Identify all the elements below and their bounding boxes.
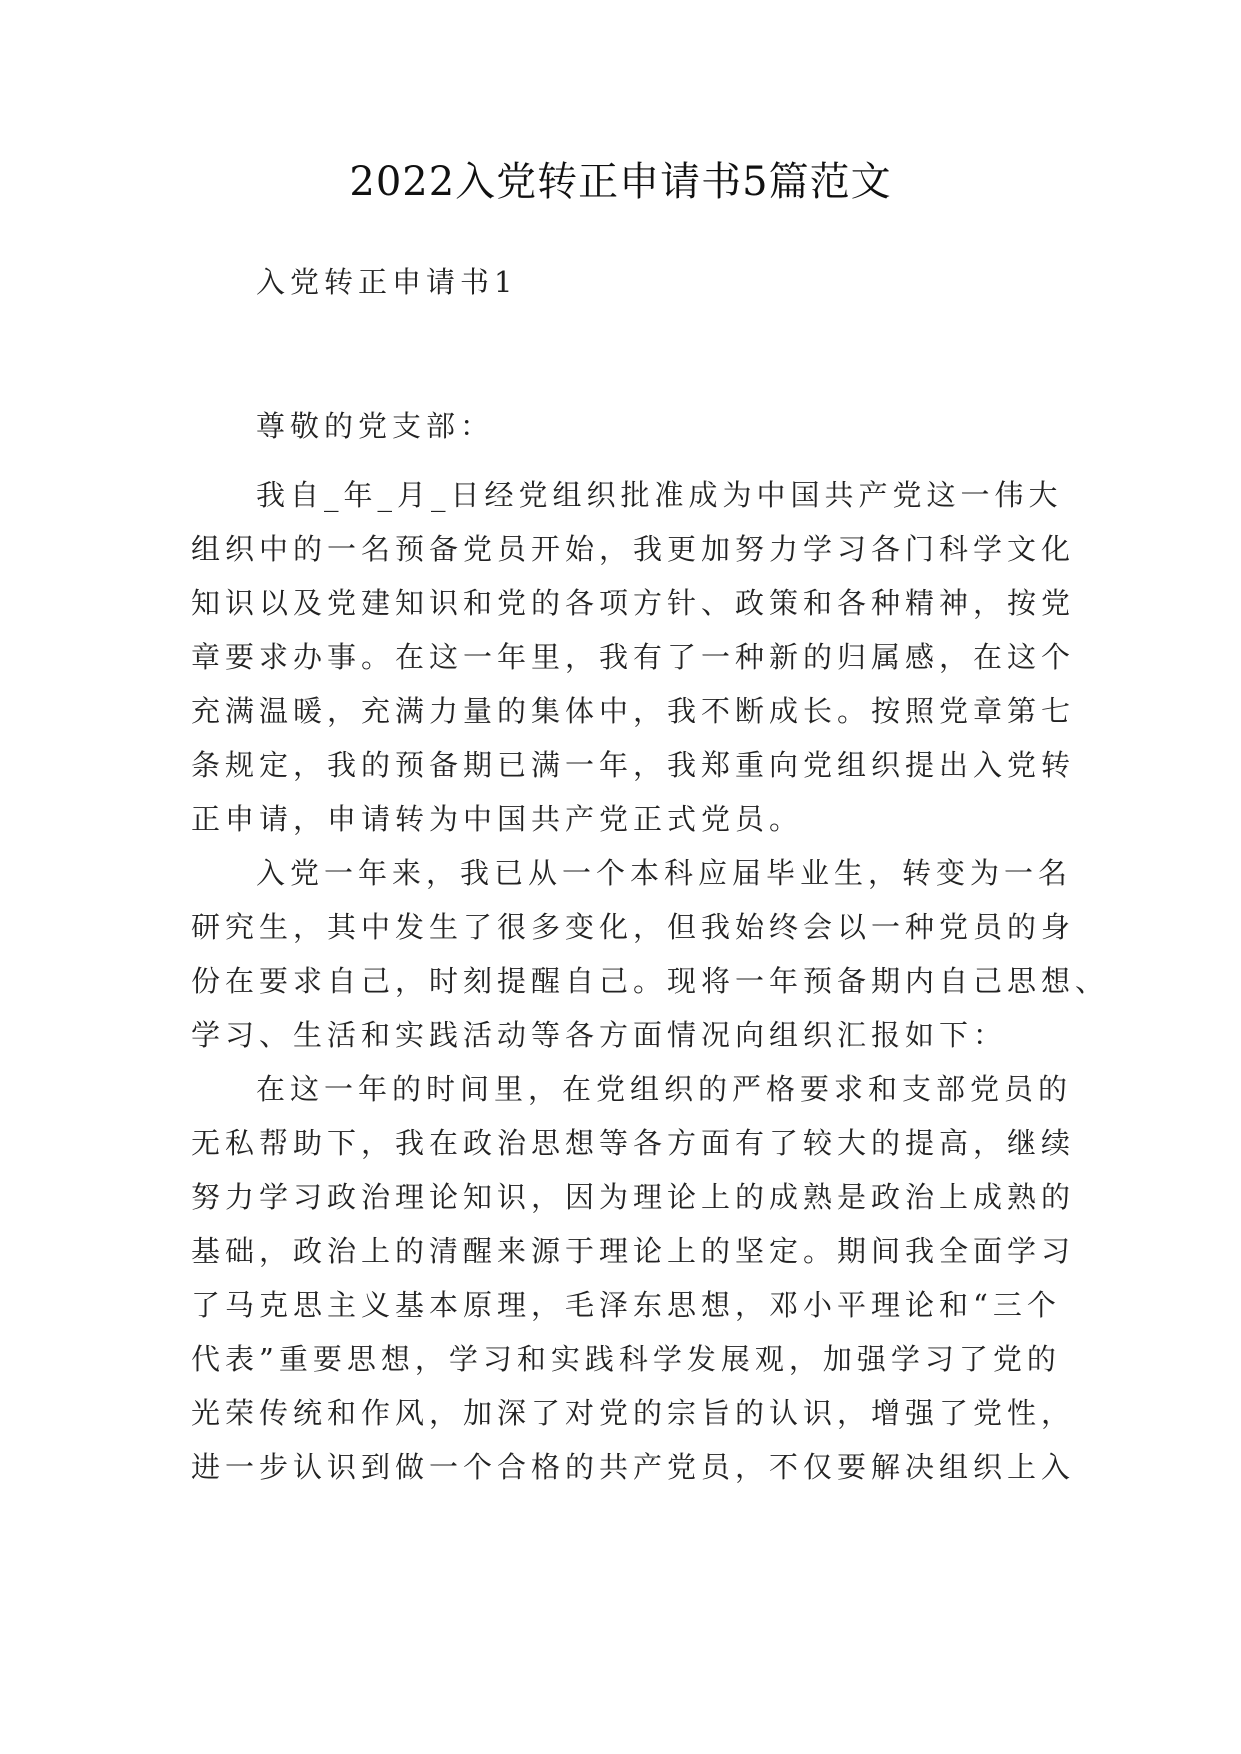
body-line: 光荣传统和作风，加深了对党的宗旨的认识，增强了党性， [191, 1396, 1076, 1430]
body-line: 在这一年的时间里，在党组织的严格要求和支部党员的 [256, 1072, 1073, 1106]
body-line: 研究生，其中发生了很多变化，但我始终会以一种党员的身 [191, 910, 1076, 944]
salutation: 尊敬的党支部： [256, 409, 495, 443]
body-line: 努力学习政治理论知识，因为理论上的成熟是政治上成熟的 [191, 1180, 1076, 1214]
body-line: 我自_年_月_日经党组织批准成为中国共产党这一伟大 [256, 478, 1063, 512]
body-line: 章要求办事。在这一年里，我有了一种新的归属感，在这个 [191, 640, 1076, 674]
document-title: 2022入党转正申请书5篇范文 [349, 159, 892, 205]
body-line: 了马克思主义基本原理，毛泽东思想，邓小平理论和“三个 [191, 1288, 1061, 1322]
body-line: 充满温暖，充满力量的集体中，我不断成长。按照党章第七 [191, 694, 1076, 728]
body-line: 份在要求自己，时刻提醒自己。现将一年预备期内自己思想、 [191, 964, 1110, 998]
body-line: 无私帮助下，我在政治思想等各方面有了较大的提高，继续 [191, 1126, 1076, 1160]
body-line: 正申请，申请转为中国共产党正式党员。 [191, 802, 804, 836]
body-line: 入党一年来，我已从一个本科应届毕业生，转变为一名 [256, 856, 1073, 890]
body-line: 学习、生活和实践活动等各方面情况向组织汇报如下： [191, 1018, 1008, 1052]
body-line: 条规定，我的预备期已满一年，我郑重向党组织提出入党转 [191, 748, 1076, 782]
body-text [191, 468, 1110, 1494]
body-line: 知识以及党建知识和党的各项方针、政策和各种精神，按党 [191, 586, 1076, 620]
section-heading: 入党转正申请书1 [256, 265, 518, 299]
body-line: 进一步认识到做一个合格的共产党员，不仅要解决组织上入 [191, 1450, 1076, 1484]
body-line: 代表”重要思想，学习和实践科学发展观，加强学习了党的 [191, 1342, 1061, 1376]
body-line: 基础，政治上的清醒来源于理论上的坚定。期间我全面学习 [191, 1234, 1076, 1268]
body-line: 组织中的一名预备党员开始，我更加努力学习各门科学文化 [191, 532, 1076, 566]
